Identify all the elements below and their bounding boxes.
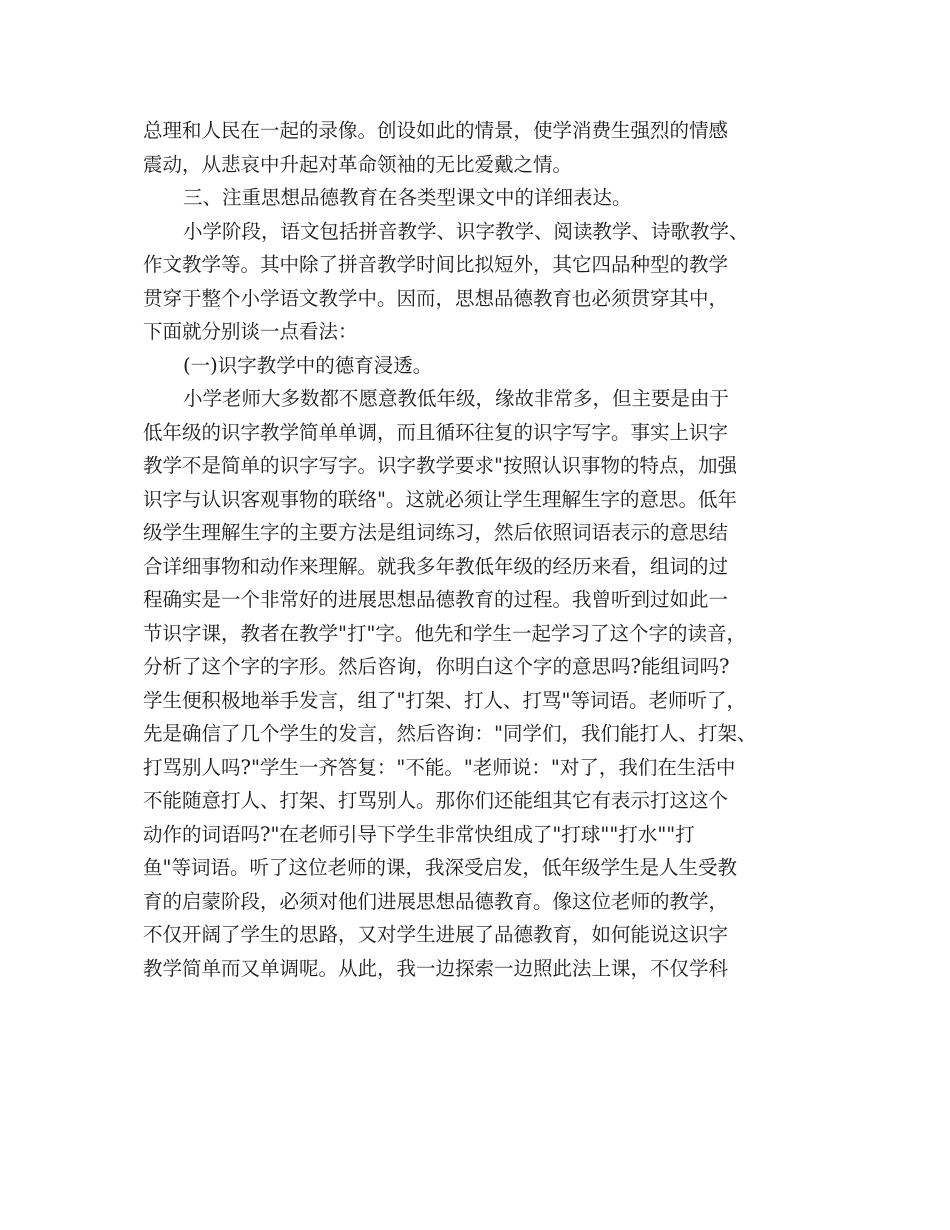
text-line: 小学老师大多数都不愿意教低年级，缘故非常多，但主要是由于 — [183, 387, 730, 410]
text-line: 节识字课，教者在教学"打"字。他先和学生一起学习了这个字的读音， — [143, 621, 746, 645]
text-line: 作文教学等。其中除了拼音教学时间比拟短外，其它四品种型的教学 — [143, 253, 729, 276]
text-line: 不能随意打人、打架、打骂别人。那你们还能组其它有表示打这这个 — [143, 789, 729, 812]
text-line: 程确实是一个非常好的进展思想品德教育的过程。我曾听到过如此一 — [143, 588, 729, 611]
text-line: (一)识字教学中的德育浸透。 — [183, 353, 433, 377]
text-line: 教学不是简单的识字写字。识字教学要求"按照认识事物的特点，加强 — [143, 454, 737, 477]
text-line: 贯穿于整个小学语文教学中。因而，思想品德教育也必须贯穿其中， — [143, 286, 729, 310]
text-line: 动作的词语吗?"在老师引导下学生非常快组成了"打球""打水""打 — [143, 822, 695, 846]
text-line: 低年级的识字教学简单单调，而且循环往复的识字写字。事实上识字 — [143, 420, 729, 444]
text-line: 小学阶段，语文包括拼音教学、识字教学、阅读教学、诗歌教学、 — [183, 219, 749, 243]
text-line: 不仅开阔了学生的思路，又对学生进展了品德教育，如何能说这识字 — [143, 923, 729, 946]
text-line: 合详细事物和动作来理解。就我多年教低年级的经历来看，组词的过 — [143, 554, 729, 578]
text-line: 级学生理解生字的主要方法是组词练习，然后依照词语表示的意思结 — [143, 521, 729, 544]
text-line: 打骂别人吗?"学生一齐答复："不能。"老师说："对了，我们在生活中 — [143, 755, 736, 779]
text-line: 识字与认识客观事物的联络"。这就必须让学生理解生字的意思。低年 — [143, 487, 737, 511]
text-line: 分析了这个字的字形。然后咨询，你明白这个字的意思吗?能组词吗? — [143, 655, 730, 678]
text-line: 教学简单而又单调呢。从此，我一边探索一边照此法上课，不仅学科 — [143, 956, 729, 980]
text-line: 鱼"等词语。听了这位老师的课，我深受启发，低年级学生是人生受教 — [143, 856, 737, 879]
body-text — [143, 114, 823, 985]
text-line: 下面就分别谈一点看法： — [143, 320, 358, 343]
text-line: 先是确信了几个学生的发言，然后咨询："同学们，我们能打人、打架、 — [143, 722, 757, 745]
text-line: 震动，从悲哀中升起对革命领袖的无比爱戴之情。 — [143, 152, 573, 176]
text-line: 学生便积极地举手发言，组了"打架、打人、打骂"等词语。老师听了， — [143, 688, 746, 712]
text-line: 总理和人民在一起的录像。创设如此的情景，使学消费生强烈的情感 — [143, 119, 729, 142]
text-line: 三、注重思想品德教育在各类型课文中的详细表达。 — [183, 186, 632, 209]
text-line: 育的启蒙阶段，必须对他们进展思想品德教育。像这位老师的教学， — [143, 889, 729, 913]
